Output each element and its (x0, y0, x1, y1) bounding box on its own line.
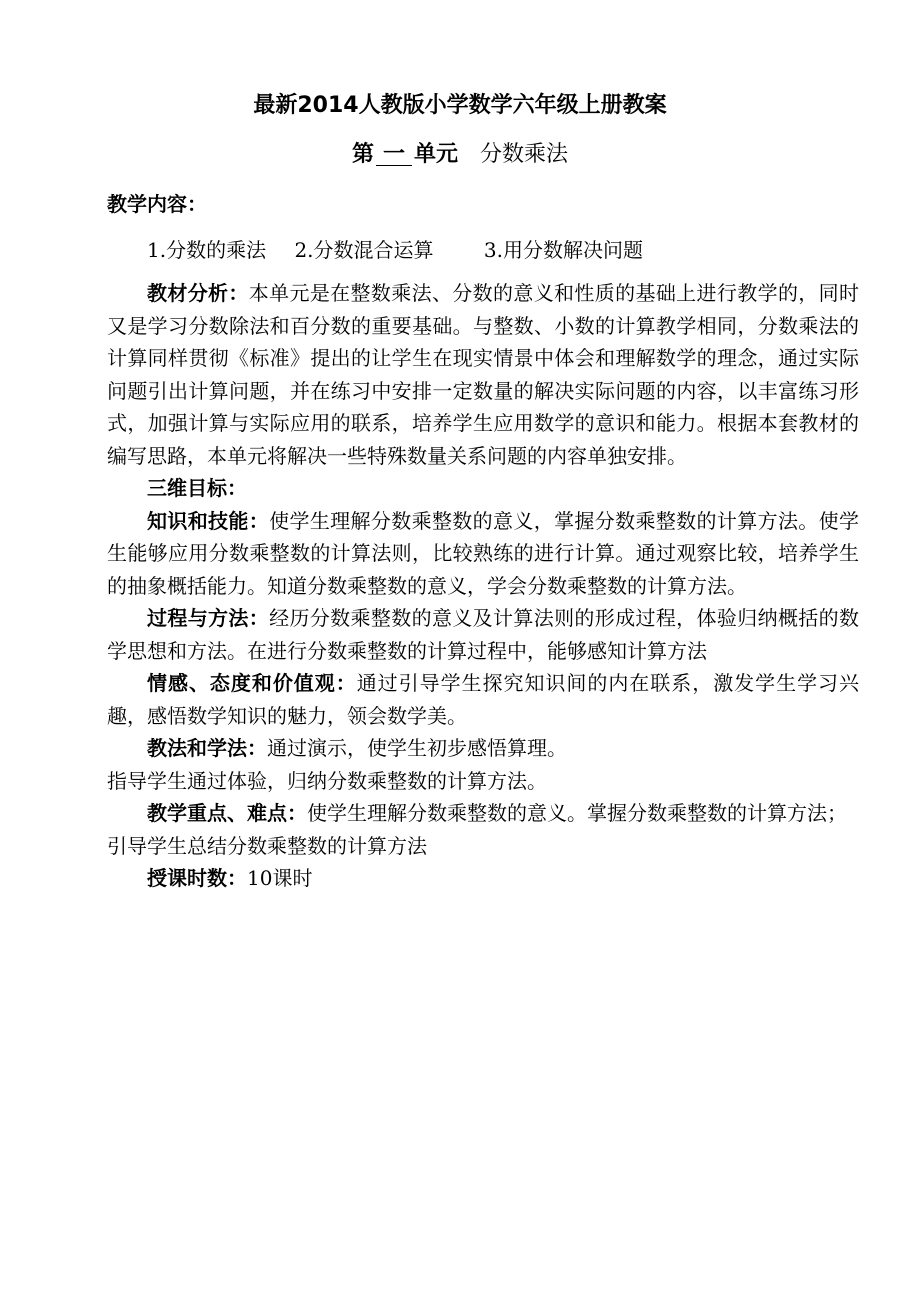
document-title: 最新2014人教版小学数学六年级上册教案 (253, 93, 667, 118)
content-item: 1.分数的乘法 (147, 238, 267, 262)
content-items (147, 234, 643, 266)
unit-number: 一 (376, 143, 412, 166)
knowledge-text: 使学生理解分数乘整数的意义，掌握分数乘整数的计算方法。使学生能够应用分数乘整数的计算法则，比较熟练的进行计算。通过观察比较，培养学生的抽象概括能力。知道分数乘整数的意义，学会分数乘整数的计算方法。 (107, 508, 860, 598)
keypoints-label: 教学重点、难点： (147, 801, 307, 825)
keypoints-paragraph (107, 797, 859, 830)
document-body (107, 277, 859, 895)
hours-label: 授课时数： (147, 866, 247, 890)
goals-heading: 三维目标： (147, 476, 247, 500)
emotion-paragraph (107, 667, 859, 732)
method-text: 通过演示，使学生初步感悟算理。 (267, 736, 567, 760)
emotion-label: 情感、态度和价值观： (147, 671, 357, 695)
keypoints-text: 使学生理解分数乘整数的意义。掌握分数乘整数的计算方法； (307, 801, 847, 825)
method-paragraph (107, 732, 859, 765)
content-heading: 教学内容： (107, 192, 207, 216)
hours-paragraph (107, 862, 859, 895)
process-text: 经历分数乘整数的意义及计算法则的形成过程，体验归纳概括的数学思想和方法。在进行分数乘整数的计算过程中，能够感知计算方法 (107, 606, 860, 663)
unit-prefix: 第 (351, 142, 374, 167)
unit-suffix: 单元 (413, 142, 458, 167)
emotion-text: 通过引导学生探究知识间的内在联系，激发学生学习兴趣，感悟数学知识的魅力，领会数学美。 (107, 671, 860, 728)
method-paragraph-2: 指导学生通过体验，归纳分数乘整数的计算方法。 (107, 768, 547, 793)
process-paragraph (107, 602, 859, 667)
keypoints-paragraph-2: 引导学生总结分数乘整数的计算方法 (107, 833, 427, 858)
process-label: 过程与方法： (147, 606, 270, 630)
content-item: 2.分数混合运算 (294, 238, 434, 262)
unit-heading (0, 138, 920, 172)
hours-text: 10课时 (247, 866, 313, 890)
unit-topic: 分数乘法 (480, 142, 569, 167)
analysis-text: 本单元是在整数乘法、分数的意义和性质的基础上进行教学的，同时又是学习分数除法和百分数的重要基础。与整数、小数的计算教学相同，分数乘法的计算同样贯彻《标准》提出的让学生在现实情景中体会和理解数学的理念，通过实际问题引出计算问题，并在练习中安排一定数量的解决实际问题的内容，以丰富练习形式，加强计算与实际应用的联系，培养学生应用数学的意识和能力。根据本套教材的编写思路，本单元将解决一些特殊数量关系问题的内容单独安排。 (107, 281, 860, 468)
knowledge-label: 知识和技能： (147, 508, 270, 533)
analysis-label: 教材分析： (147, 281, 249, 305)
content-item: 3.用分数解决问题 (483, 238, 643, 262)
knowledge-paragraph (107, 505, 859, 603)
analysis-paragraph (107, 277, 859, 472)
method-label: 教法和学法： (147, 736, 267, 760)
